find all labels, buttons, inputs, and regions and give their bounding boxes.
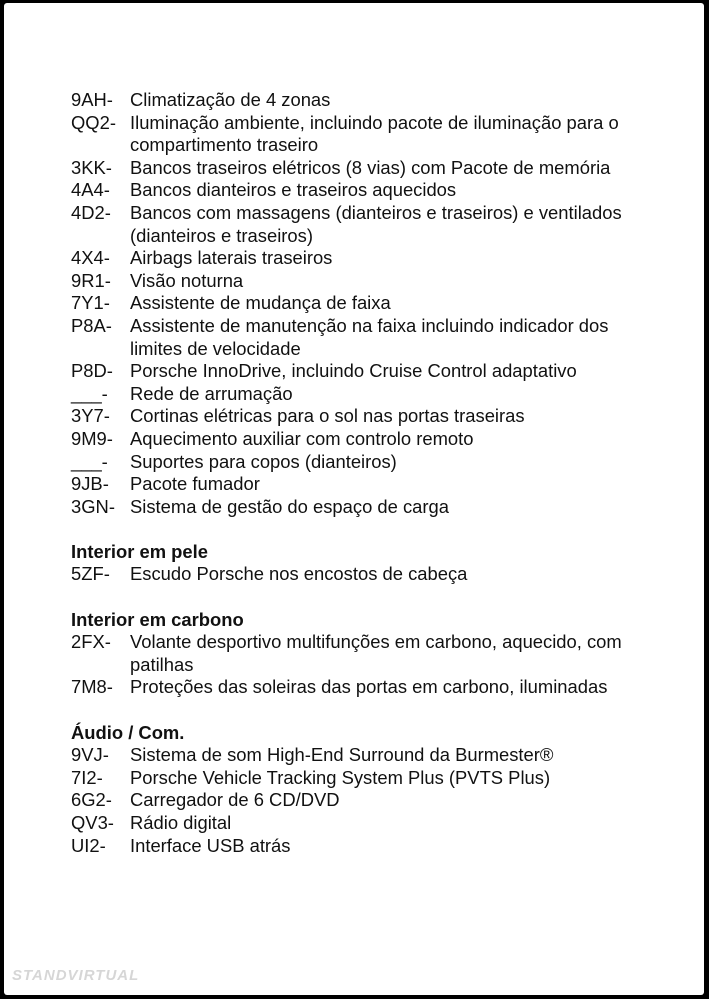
option-description: Pacote fumador xyxy=(130,473,260,495)
option-description: Airbags laterais traseiros xyxy=(130,247,333,269)
option-description: Bancos dianteiros e traseiros aquecidos xyxy=(130,179,457,201)
list-item xyxy=(71,405,661,428)
option-code: QV3- xyxy=(71,812,114,833)
option-code: 6G2- xyxy=(71,789,112,811)
list-item xyxy=(71,676,661,699)
watermark-logo: STANDVIRTUAL xyxy=(12,967,140,984)
list-item xyxy=(71,428,661,451)
list-item xyxy=(71,835,661,858)
list-item xyxy=(71,767,661,790)
list-item xyxy=(71,179,661,202)
option-description: Rádio digital xyxy=(130,812,232,833)
option-code: 3Y7- xyxy=(71,405,110,427)
option-description: Sistema de gestão do espaço de carga xyxy=(130,495,449,517)
option-description: Interface USB atrás xyxy=(130,834,291,856)
option-description: Volante desportivo multifunções em carbono, aquecido, com patilhas xyxy=(130,631,622,675)
option-description: Suportes para copos (dianteiros) xyxy=(130,450,397,472)
option-code: 7Y1- xyxy=(71,292,110,314)
option-code: UI2- xyxy=(71,834,106,856)
option-description: Escudo Porsche nos encostos de cabeça xyxy=(130,563,468,585)
option-description: Visão noturna xyxy=(130,269,244,291)
list-item xyxy=(71,812,661,835)
option-description: Aquecimento auxiliar com controlo remoto xyxy=(130,427,474,449)
list-item xyxy=(71,451,661,474)
option-code: 4A4- xyxy=(71,179,110,201)
option-code: 5ZF- xyxy=(71,563,110,585)
option-code: 9R1- xyxy=(71,269,111,291)
list-item xyxy=(71,112,661,157)
option-code: 4D2- xyxy=(71,201,111,223)
list-item xyxy=(71,744,661,767)
option-description: Porsche InnoDrive, incluindo Cruise Control adaptativo xyxy=(130,360,577,382)
option-code: P8A- xyxy=(71,314,112,336)
section xyxy=(71,609,661,699)
option-code: 3KK- xyxy=(71,156,112,178)
section-title: Interior em carbono xyxy=(71,608,244,630)
list-item xyxy=(71,383,661,406)
option-code: QQ2- xyxy=(71,111,116,133)
list-item xyxy=(71,631,661,676)
option-code: 7M8- xyxy=(71,676,113,698)
option-description: Assistente de manutenção na faixa incluindo indicador dos limites de velocidade xyxy=(130,314,609,359)
list-item xyxy=(71,563,661,586)
option-code: ___- xyxy=(71,382,108,404)
option-description: Climatização de 4 zonas xyxy=(130,89,331,110)
list-item xyxy=(71,89,661,112)
list-item xyxy=(71,473,661,496)
option-code: 7I2- xyxy=(71,766,103,788)
option-code: ___- xyxy=(71,450,108,472)
option-description: Bancos com massagens (dianteiros e traseiros) e ventilados (dianteiros e traseiros) xyxy=(130,201,622,246)
list-item xyxy=(71,292,661,315)
option-code: 2FX- xyxy=(71,631,111,653)
option-code: P8D- xyxy=(71,360,113,382)
option-description: Porsche Vehicle Tracking System Plus (PVTS Plus) xyxy=(130,766,551,788)
option-code: 9VJ- xyxy=(71,744,109,766)
option-code: 3GN- xyxy=(71,495,115,517)
option-code: 9AH- xyxy=(71,89,113,110)
list-item xyxy=(71,157,661,180)
section-title: Áudio / Com. xyxy=(71,721,185,743)
option-description: Carregador de 6 CD/DVD xyxy=(130,789,340,811)
section xyxy=(71,722,661,858)
option-description: Cortinas elétricas para o sol nas portas traseiras xyxy=(130,405,525,427)
list-item xyxy=(71,315,661,360)
option-description: Bancos traseiros elétricos (8 vias) com Pacote de memória xyxy=(130,156,611,178)
option-code: 4X4- xyxy=(71,247,110,269)
section xyxy=(71,541,661,586)
equipment-list xyxy=(71,89,661,857)
list-item xyxy=(71,270,661,293)
document-page xyxy=(4,3,704,995)
section xyxy=(71,89,661,518)
list-item xyxy=(71,360,661,383)
option-description: Assistente de mudança de faixa xyxy=(130,292,391,314)
option-code: 9M9- xyxy=(71,427,113,449)
option-description: Iluminação ambiente, incluindo pacote de iluminação para o compartimento traseiro xyxy=(130,111,619,156)
option-code: 9JB- xyxy=(71,473,109,495)
section-title: Interior em pele xyxy=(71,540,208,562)
list-item xyxy=(71,247,661,270)
option-description: Sistema de som High-End Surround da Burmester® xyxy=(130,744,554,766)
list-item xyxy=(71,496,661,519)
option-description: Rede de arrumação xyxy=(130,382,293,404)
option-description: Proteções das soleiras das portas em carbono, iluminadas xyxy=(130,676,608,698)
list-item xyxy=(71,789,661,812)
list-item xyxy=(71,202,661,247)
